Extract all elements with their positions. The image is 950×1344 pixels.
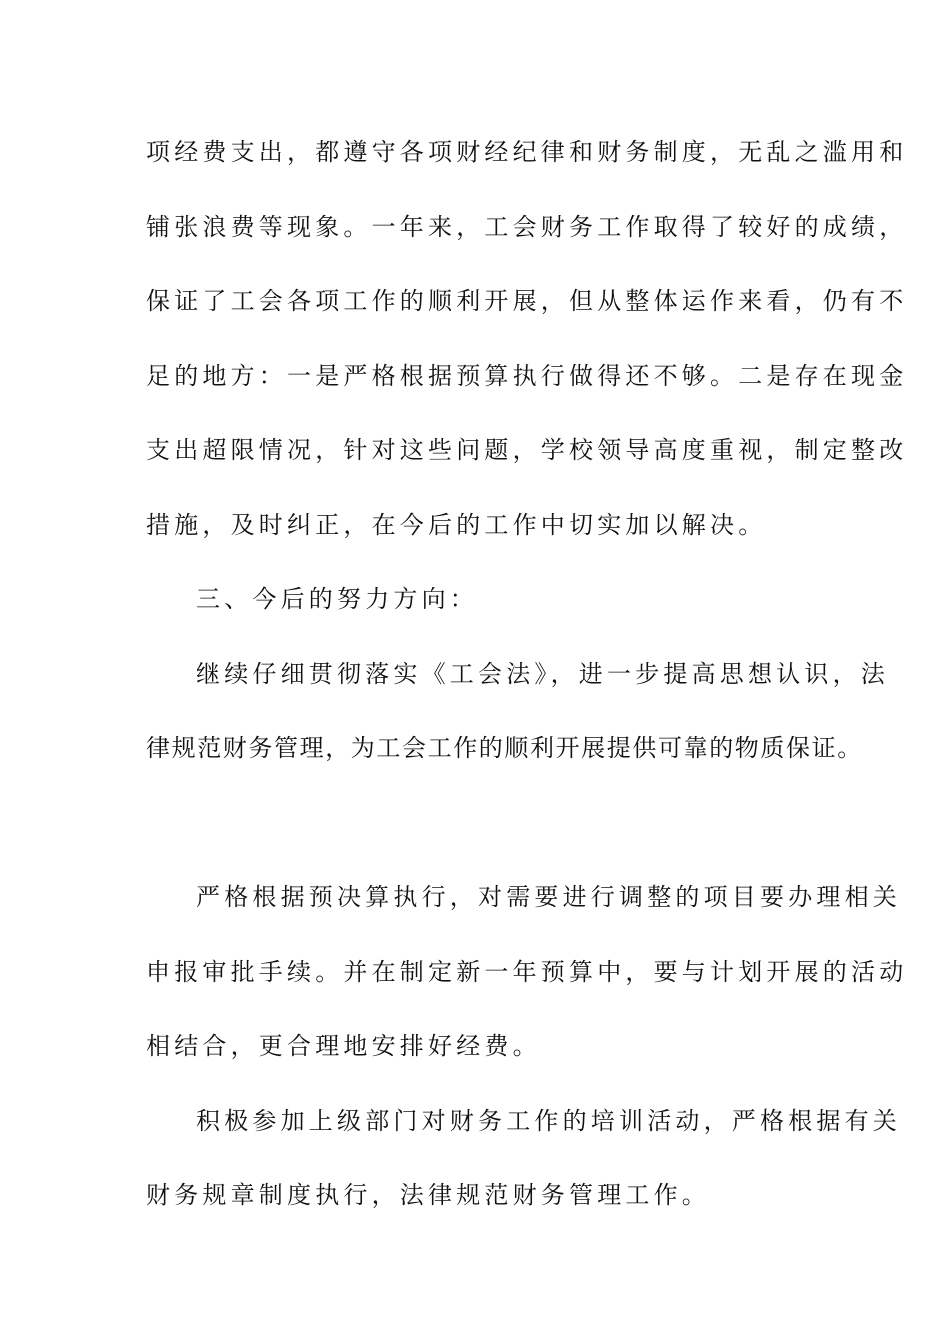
text-line: 足的地方：一是严格根据预算执行做得还不够。二是存在现金 xyxy=(146,362,908,390)
text-line: 铺张浪费等现象。一年来，工会财务工作取得了较好的成绩， xyxy=(146,213,908,241)
section-heading: 三、今后的努力方向： xyxy=(196,585,478,613)
text-line: 严格根据预决算执行，对需要进行调整的项目要办理相关 xyxy=(196,883,901,911)
text-line: 继续仔细贯彻落实《工会法》，进一步提高思想认识，法 xyxy=(196,660,889,688)
text-line: 积极参加上级部门对财务工作的培训活动，严格根据有关 xyxy=(196,1107,901,1135)
text-line: 项经费支出，都遵守各项财经纪律和财务制度，无乱之滥用和 xyxy=(146,138,908,166)
text-line: 措施，及时纠正，在今后的工作中切实加以解决。 xyxy=(146,511,767,539)
text-line: 支出超限情况，针对这些问题，学校领导高度重视，制定整改 xyxy=(146,436,908,464)
text-line: 律规范财务管理，为工会工作的顺利开展提供可靠的物质保证。 xyxy=(146,734,863,762)
text-line: 保证了工会各项工作的顺利开展，但从整体运作来看，仍有不 xyxy=(146,287,908,315)
text-line: 申报审批手续。并在制定新一年预算中，要与计划开展的活动 xyxy=(146,958,908,986)
text-line: 财务规章制度执行，法律规范财务管理工作。 xyxy=(146,1181,710,1209)
text-line: 相结合，更合理地安排好经费。 xyxy=(146,1032,541,1060)
